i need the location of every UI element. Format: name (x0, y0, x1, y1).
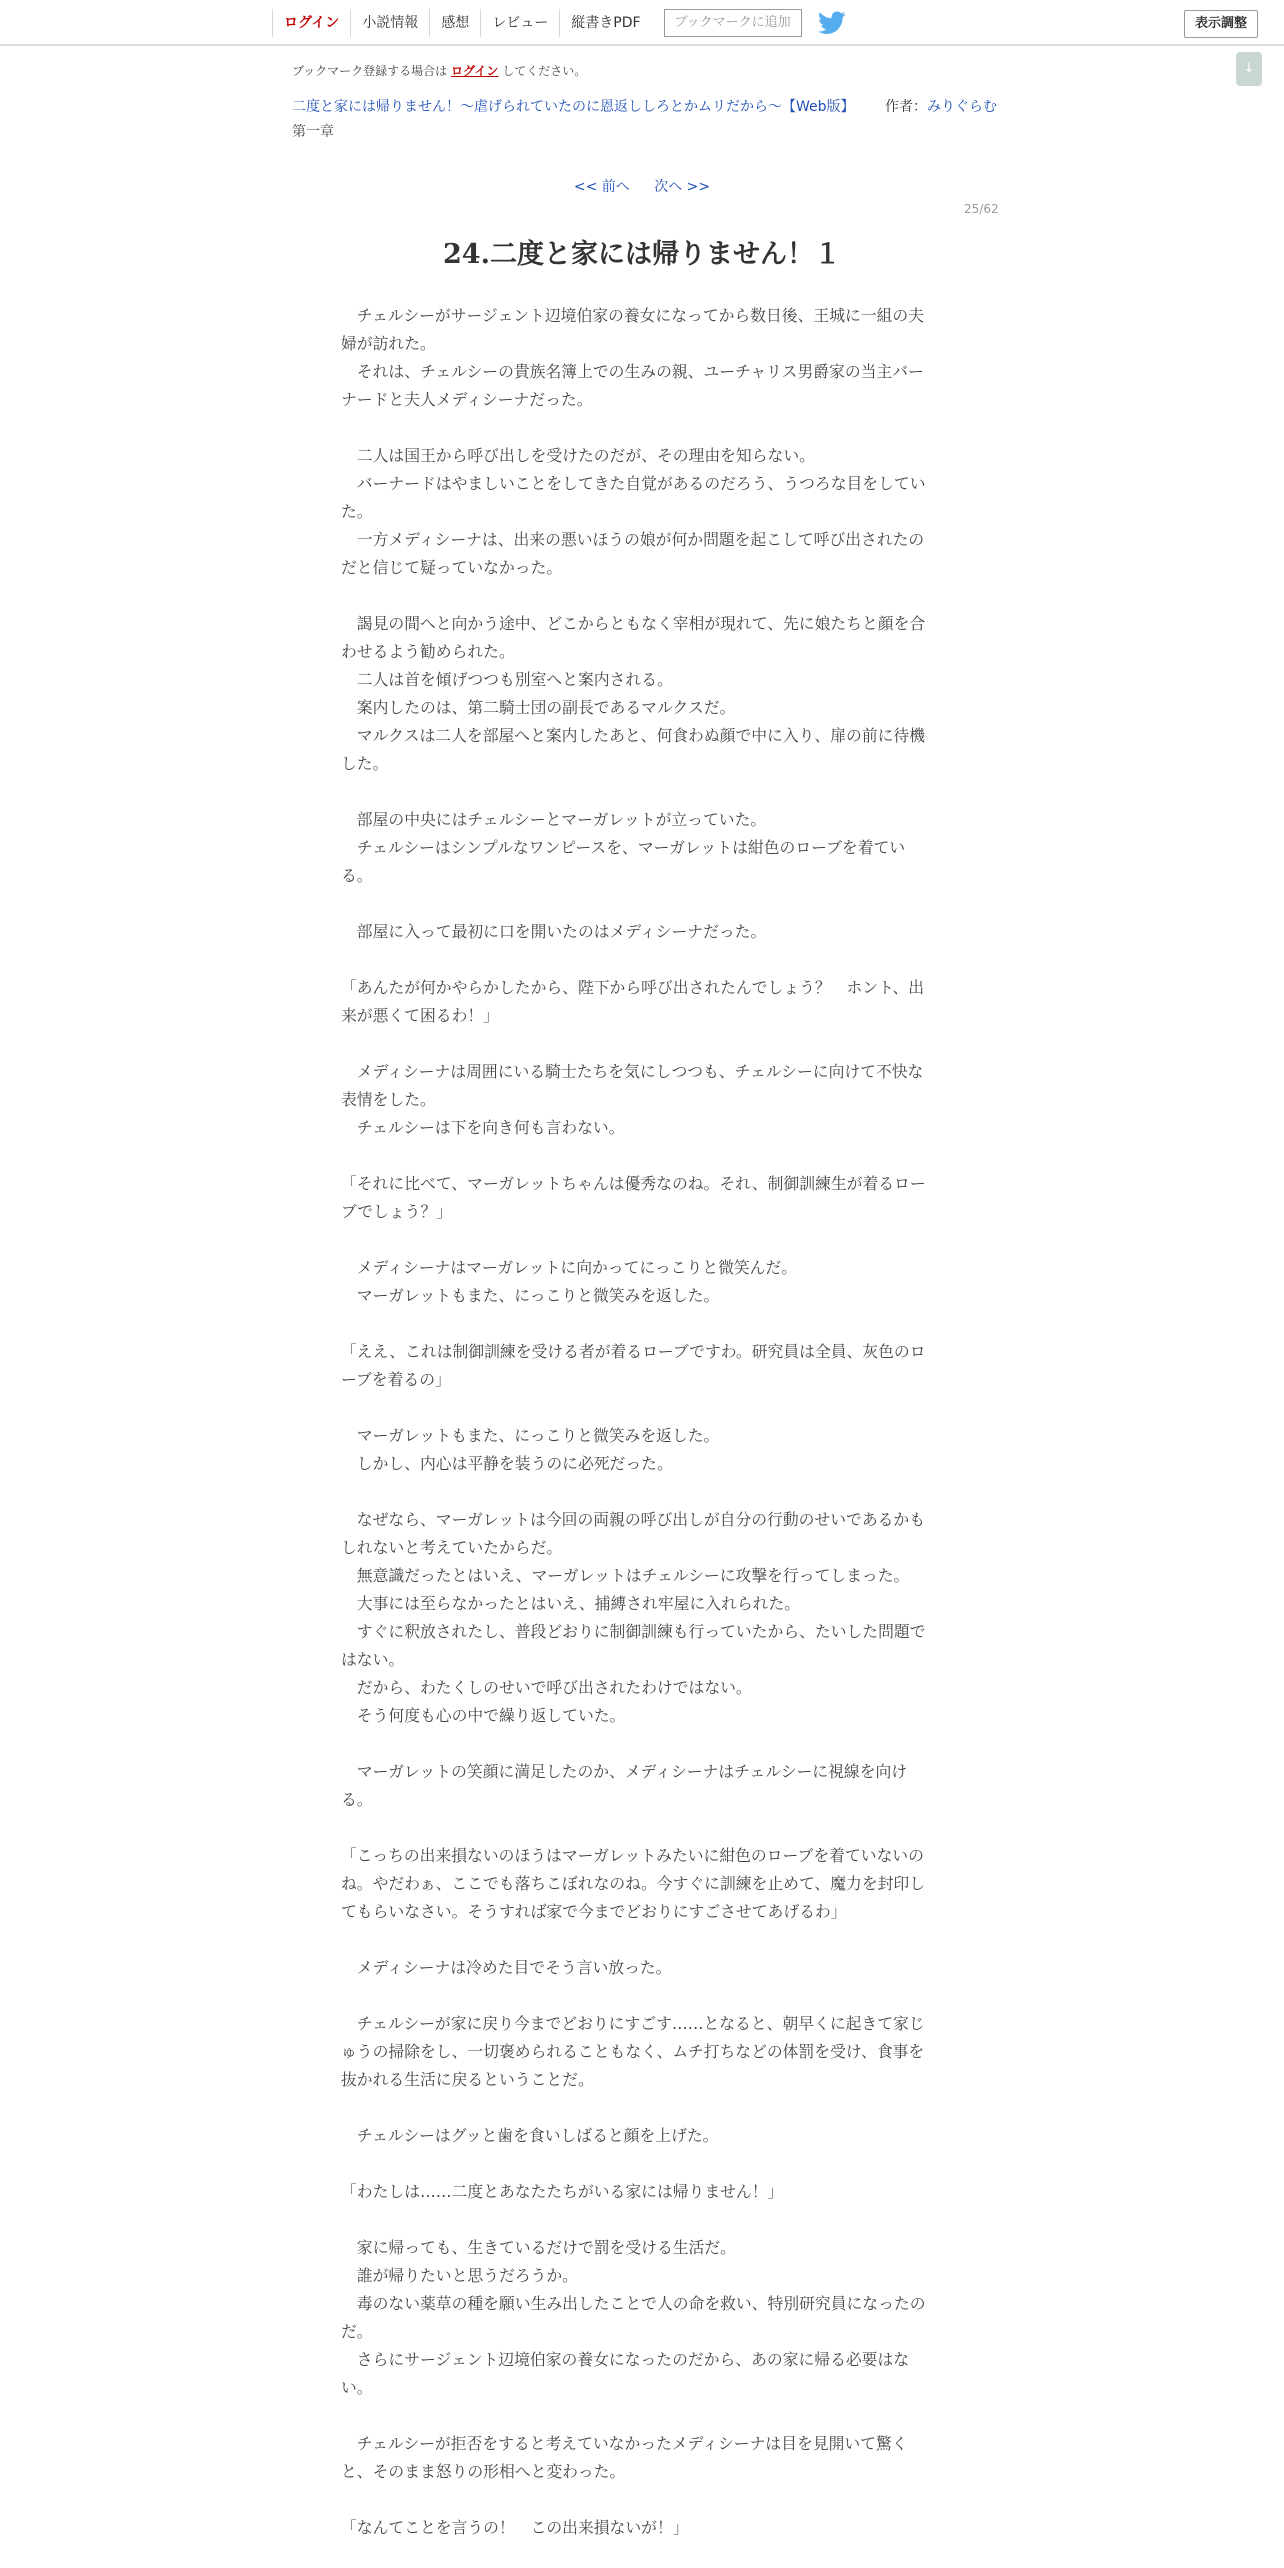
author-label: 作者： (884, 99, 927, 115)
body-line: る。 (341, 1790, 373, 1809)
scroll-down-button[interactable]: ↓ (1236, 52, 1262, 86)
body-line: チェルシーが家に戻り今までどおりにすごす……となると、朝早くに起きて家じ (341, 2014, 925, 2033)
body-line (341, 1814, 937, 1842)
episode-title: 24.二度と家には帰りません！１ (443, 239, 841, 270)
body-line (341, 2094, 937, 2122)
series-info (292, 96, 997, 116)
body-line: 二人は国王から呼び出しを受けたのだが、その理由を知らない。 (341, 446, 815, 465)
body-line: そう何度も心の中で繰り返していた。 (341, 1706, 626, 1725)
notice-before: ブックマーク登録する場合は (292, 64, 448, 78)
body-line: しれないと考えていたからだ。 (341, 1538, 563, 1557)
body-line: 大事には至らなかったとはいえ、捕縛され牢屋に入れられた。 (341, 1594, 801, 1613)
body-line (341, 1394, 937, 1422)
episode-pager (0, 176, 1284, 196)
nav-login[interactable]: ログイン (272, 9, 350, 37)
add-bookmark-button[interactable]: ブックマークに追加 (664, 9, 802, 37)
body-line: チェルシーが拒否をすると考えていなかったメディシーナは目を見開いて驚く (341, 2434, 908, 2453)
body-line: てもらいなさい。そうすれば家で今までどおりにすごさせてあげるわ」 (341, 1902, 847, 1921)
nav-novel-info[interactable]: 小説情報 (350, 9, 429, 37)
twitter-bird-icon[interactable] (818, 11, 846, 35)
body-line: すぐに釈放されたし、普段どおりに制御訓練も行っていたから、たいした問題で (341, 1622, 926, 1641)
body-line: 家に帰っても、生きているだけで罰を受ける生活だ。 (341, 2238, 736, 2257)
body-line: 「あんたが何かやらかしたから、陛下から呼び出されたんでしょう？ ホント、出 (341, 978, 925, 997)
body-line: メディシーナはマーガレットに向かってにっこりと微笑んだ。 (341, 1258, 798, 1277)
body-line: だと信じて疑っていなかった。 (341, 558, 563, 577)
body-line: た。 (341, 502, 373, 521)
top-nav-bar (0, 0, 1284, 46)
body-line: 部屋に入って最初に口を開いたのはメディシーナだった。 (341, 922, 767, 941)
body-line: 「それに比べて、マーガレットちゃんは優秀なのね。それ、制御訓練生が着るロー (341, 1174, 926, 1193)
episode-counter: 25/62 (964, 202, 999, 216)
body-line: ーブを着るの」 (341, 1370, 451, 1389)
body-line (341, 890, 937, 918)
body-line: 二人は首を傾げつつも別室へと案内される。 (341, 670, 673, 689)
body-line: 無意識だったとはいえ、マーガレットはチェルシーに攻撃を行ってしまった。 (341, 1566, 910, 1585)
body-line: なぜなら、マーガレットは今回の両親の呼び出しが自分の行動のせいであるかも (341, 1510, 926, 1529)
body-line: ゅうの掃除をし、一切褒められることもなく、ムチ打ちなどの体罰を受け、食事を (341, 2042, 925, 2061)
body-line: マルクスは二人を部屋へと案内したあと、何食わぬ顔で中に入り、扉の前に待機 (341, 726, 926, 745)
bookmark-login-notice (292, 62, 586, 79)
body-line: はない。 (341, 1650, 405, 1669)
body-line: 案内したのは、第二騎士団の副長であるマルクスだ。 (341, 698, 736, 717)
body-line: メディシーナは冷めた目でそう言い放った。 (341, 1958, 672, 1977)
body-line: チェルシーがサージェント辺境伯家の養女になってから数日後、王城に一組の夫 (341, 306, 924, 325)
body-line (341, 414, 937, 442)
body-line (341, 1142, 937, 1170)
body-line (341, 1030, 937, 1058)
body-line: 「こっちの出来損ないのほうはマーガレットみたいに紺色のローブを着ていないの (341, 1846, 924, 1865)
body-line: それは、チェルシーの貴族名簿上での生みの親、ユーチャリス男爵家の当主バー (341, 362, 924, 381)
body-line (341, 778, 937, 806)
body-line: る。 (341, 866, 373, 885)
body-line (341, 2402, 937, 2430)
nav-vertical-pdf[interactable]: 縦書きPDF (559, 9, 651, 37)
nav-review[interactable]: レビュー (480, 9, 559, 37)
body-line: 婦が訪れた。 (341, 334, 436, 353)
body-line (341, 1730, 937, 1758)
series-title-link[interactable]: 二度と家には帰りません！～虐げられていたのに恩返ししろとかムリだから～【Web版】 (292, 99, 855, 115)
next-link[interactable]: 次へ >> (654, 179, 711, 195)
body-line: 表情をした。 (341, 1090, 436, 1109)
body-line: ブでしょう？」 (341, 1202, 453, 1221)
body-line: 抜かれる生活に戻るということだ。 (341, 2070, 594, 2089)
body-line: わせるよう勧められた。 (341, 642, 515, 661)
body-line: い。 (341, 2378, 373, 2397)
body-line: 部屋の中央にはチェルシーとマーガレットが立っていた。 (341, 810, 767, 829)
body-line: チェルシーはグッと歯を食いしばると顔を上げた。 (341, 2126, 719, 2145)
body-line: しかし、内心は平静を装うのに必死だった。 (341, 1454, 673, 1473)
notice-login-link[interactable]: ログイン (451, 64, 499, 78)
body-line (341, 1982, 937, 2010)
body-line: だから、わたくしのせいで呼び出されたわけではない。 (341, 1678, 752, 1697)
body-line (341, 1226, 937, 1254)
body-line (341, 2150, 937, 2178)
body-line: 「なんてことを言うの！ この出来損ないが！」 (341, 2518, 689, 2537)
body-line (341, 1310, 937, 1338)
author-link[interactable]: みりぐらむ (926, 99, 997, 115)
main-nav (272, 0, 846, 46)
body-line: チェルシーは下を向き何も言わない。 (341, 1118, 625, 1137)
body-line (341, 946, 937, 974)
body-line: バーナードはやましいことをしてきた自覚があるのだろう、うつろな目をしてい (341, 474, 926, 493)
body-line (341, 1478, 937, 1506)
body-line: した。 (341, 754, 389, 773)
notice-after: してください。 (502, 64, 587, 78)
body-line: ね。やだわぁ、ここでも落ちこぼれなのね。今すぐに訓練を止めて、魔力を封印し (341, 1874, 926, 1893)
body-line: 一方メディシーナは、出来の悪いほうの娘が何か問題を起こして呼び出されたの (341, 530, 925, 549)
body-line: メディシーナは周囲にいる騎士たちを気にしつつも、チェルシーに向けて不快な (341, 1062, 924, 1081)
body-line (341, 2206, 937, 2234)
body-line: 「わたしは……二度とあなたたちがいる家には帰りません！」 (341, 2182, 784, 2201)
body-line: チェルシーはシンプルなワンピースを、マーガレットは紺色のローブを着てい (341, 838, 906, 857)
body-line: 来が悪くて困るわ！」 (341, 1006, 499, 1025)
body-line (341, 1926, 937, 1954)
body-line: と、そのまま怒りの形相へと変わった。 (341, 2462, 626, 2481)
body-line: 「ええ、これは制御訓練を受ける者が着るローブですわ。研究員は全員、灰色のロ (341, 1342, 926, 1361)
novel-body (341, 302, 937, 2542)
body-line (341, 2486, 937, 2514)
body-line: 謁見の間へと向かう途中、どこからともなく宰相が現れて、先に娘たちと顔を合 (341, 614, 926, 633)
body-line: 誰が帰りたいと思うだろうか。 (341, 2266, 578, 2285)
body-line: マーガレットもまた、にっこりと微笑みを返した。 (341, 1286, 720, 1305)
nav-impressions[interactable]: 感想 (429, 9, 480, 37)
chapter-title: 第一章 (292, 124, 334, 140)
body-line: マーガレットの笑顔に満足したのか、メディシーナはチェルシーに視線を向け (341, 1762, 908, 1781)
display-settings-button[interactable]: 表示調整 (1184, 10, 1258, 38)
body-line: 毒のない薬草の種を願い生み出したことで人の命を救い、特別研究員になったの (341, 2294, 926, 2313)
prev-link[interactable]: << 前へ (573, 179, 630, 195)
body-line (341, 582, 937, 610)
body-line: マーガレットもまた、にっこりと微笑みを返した。 (341, 1426, 720, 1445)
body-line: さらにサージェント辺境伯家の養女になったのだから、あの家に帰る必要はな (341, 2350, 910, 2369)
body-line: ナードと夫人メディシーナだった。 (341, 390, 593, 409)
body-line: だ。 (341, 2322, 373, 2341)
